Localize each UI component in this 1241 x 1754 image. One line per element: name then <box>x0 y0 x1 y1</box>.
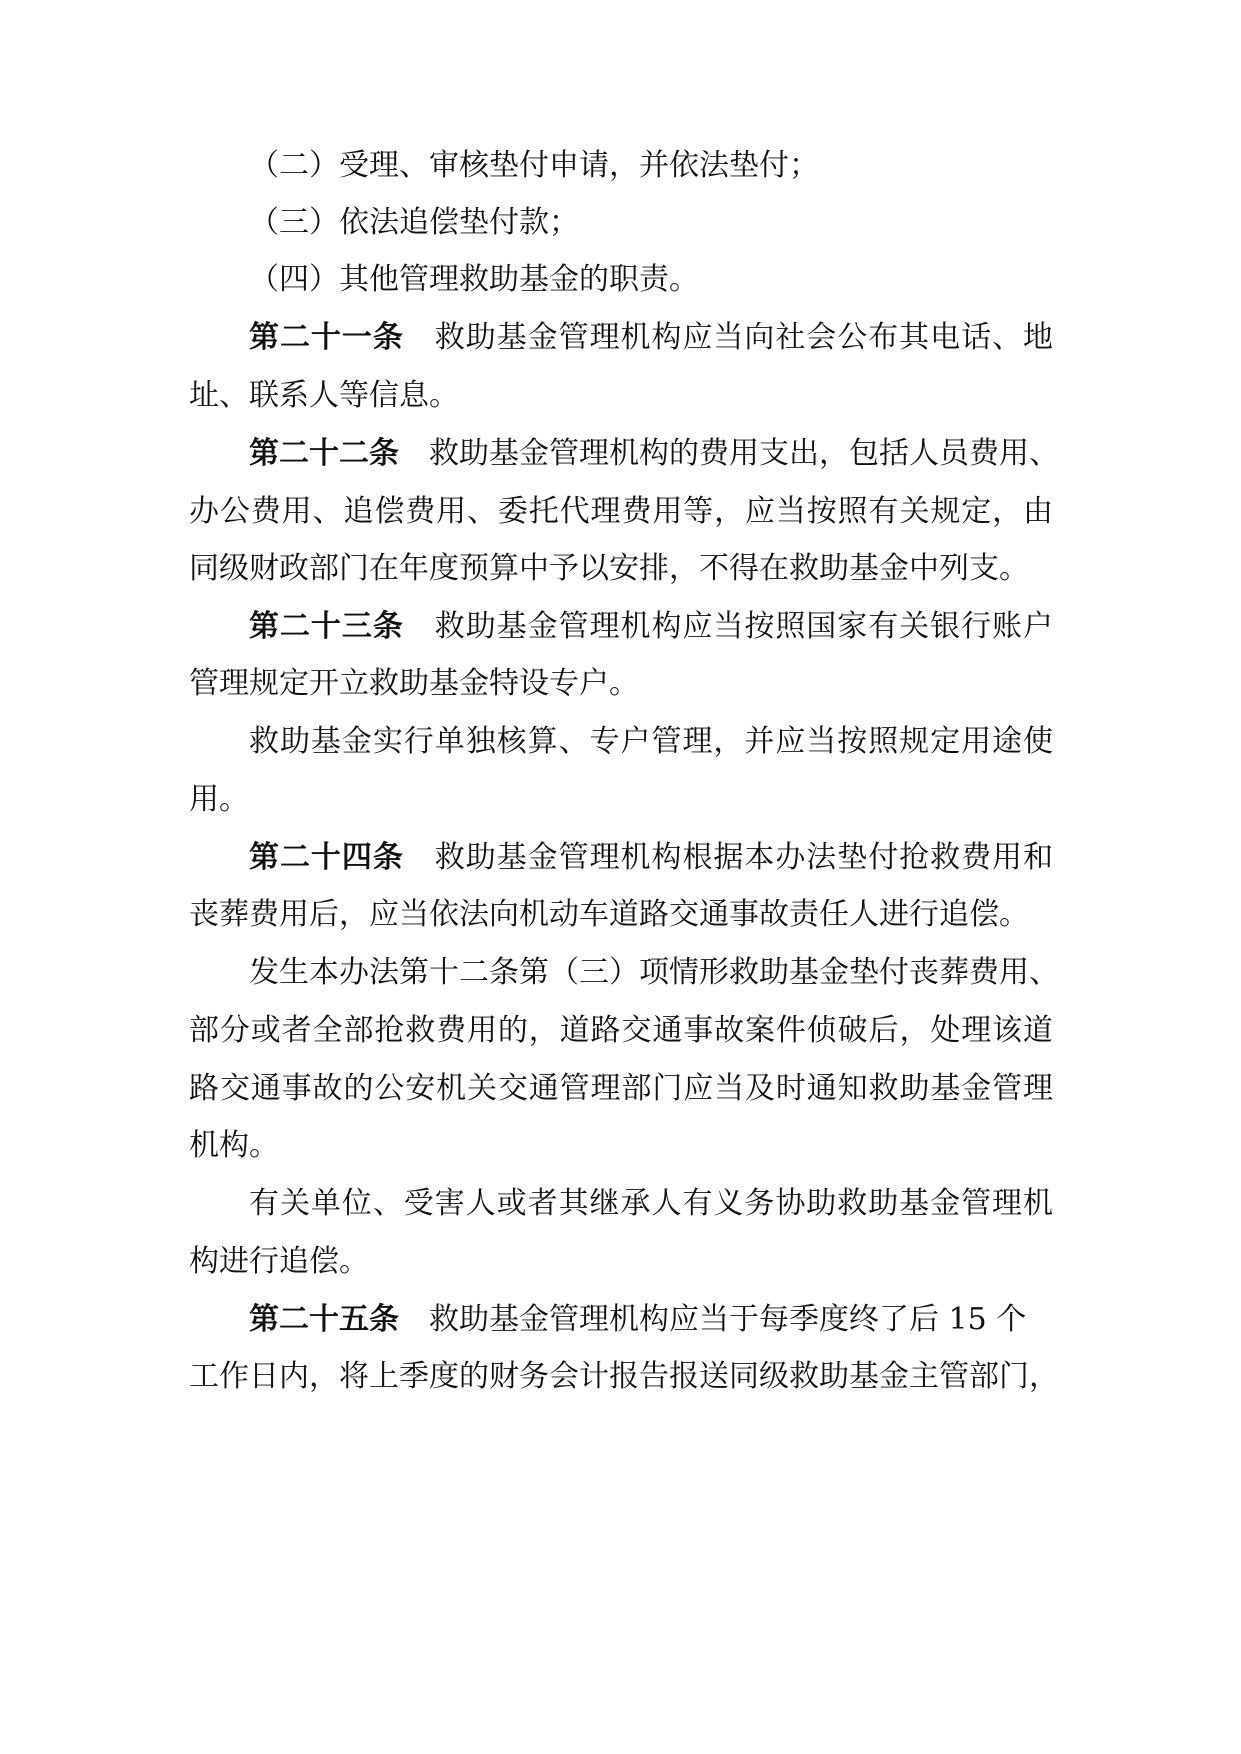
article-23-p2-line-1: 救助基金实行单独核算、专户管理，并应当按照规定用途使 <box>249 724 1053 759</box>
item-4: （四）其他管理救助基金的职责。 <box>249 262 699 297</box>
article-21-title: 第二十一条 <box>249 320 404 355</box>
article-21-line-1 <box>249 318 1053 358</box>
article-25-text-1: 救助基金管理机构应当于每季度终了后 15 个 <box>429 1302 1027 1337</box>
article-22-title: 第二十二条 <box>249 436 399 471</box>
article-24-text-1: 救助基金管理机构根据本办法垫付抢救费用和 <box>433 840 1054 875</box>
article-21-line-2: 址、联系人等信息。 <box>189 378 459 413</box>
article-21-text-1: 救助基金管理机构应当向社会公布其电话、地 <box>433 320 1054 355</box>
article-25-line-2: 工作日内，将上季度的财务会计报告报送同级救助基金主管部门， <box>189 1359 1059 1394</box>
article-24-line-1 <box>249 838 1053 878</box>
article-24-title: 第二十四条 <box>249 840 404 875</box>
article-23-text-1: 救助基金管理机构应当按照国家有关银行账户 <box>433 609 1054 644</box>
article-23-line-1 <box>249 607 1053 647</box>
article-22-line-1 <box>249 434 1059 474</box>
article-24-p2-line-2: 部分或者全部抢救费用的，道路交通事故案件侦破后，处理该道 <box>189 1013 1053 1048</box>
article-24-p3-line-2: 构进行追偿。 <box>189 1244 369 1279</box>
article-23-p2-line-2: 用。 <box>189 782 249 817</box>
article-24-p2-line-1: 发生本办法第十二条第（三）项情形救助基金垫付丧葬费用、 <box>249 955 1059 990</box>
article-23-line-2: 管理规定开立救助基金特设专户。 <box>189 666 639 701</box>
article-23-title: 第二十三条 <box>249 609 404 644</box>
article-24-p3-line-1: 有关单位、受害人或者其继承人有义务协助救助基金管理机 <box>249 1186 1053 1221</box>
article-24-line-2: 丧葬费用后，应当依法向机动车道路交通事故责任人进行追偿。 <box>189 897 1029 932</box>
article-25-title: 第二十五条 <box>249 1302 399 1337</box>
item-2: （二）受理、审核垫付申请，并依法垫付； <box>249 148 819 183</box>
article-22-text-1: 救助基金管理机构的费用支出，包括人员费用、 <box>429 436 1059 471</box>
article-24-p2-line-4: 机构。 <box>189 1128 279 1163</box>
article-25-line-1 <box>249 1300 1026 1340</box>
article-22-line-2: 办公费用、追偿费用、委托代理费用等，应当按照有关规定，由 <box>189 494 1053 529</box>
article-24-p2-line-3: 路交通事故的公安机关交通管理部门应当及时通知救助基金管理 <box>189 1071 1053 1106</box>
item-3: （三）依法追偿垫付款； <box>249 205 579 240</box>
article-22-line-3: 同级财政部门在年度预算中予以安排，不得在救助基金中列支。 <box>189 551 1029 586</box>
